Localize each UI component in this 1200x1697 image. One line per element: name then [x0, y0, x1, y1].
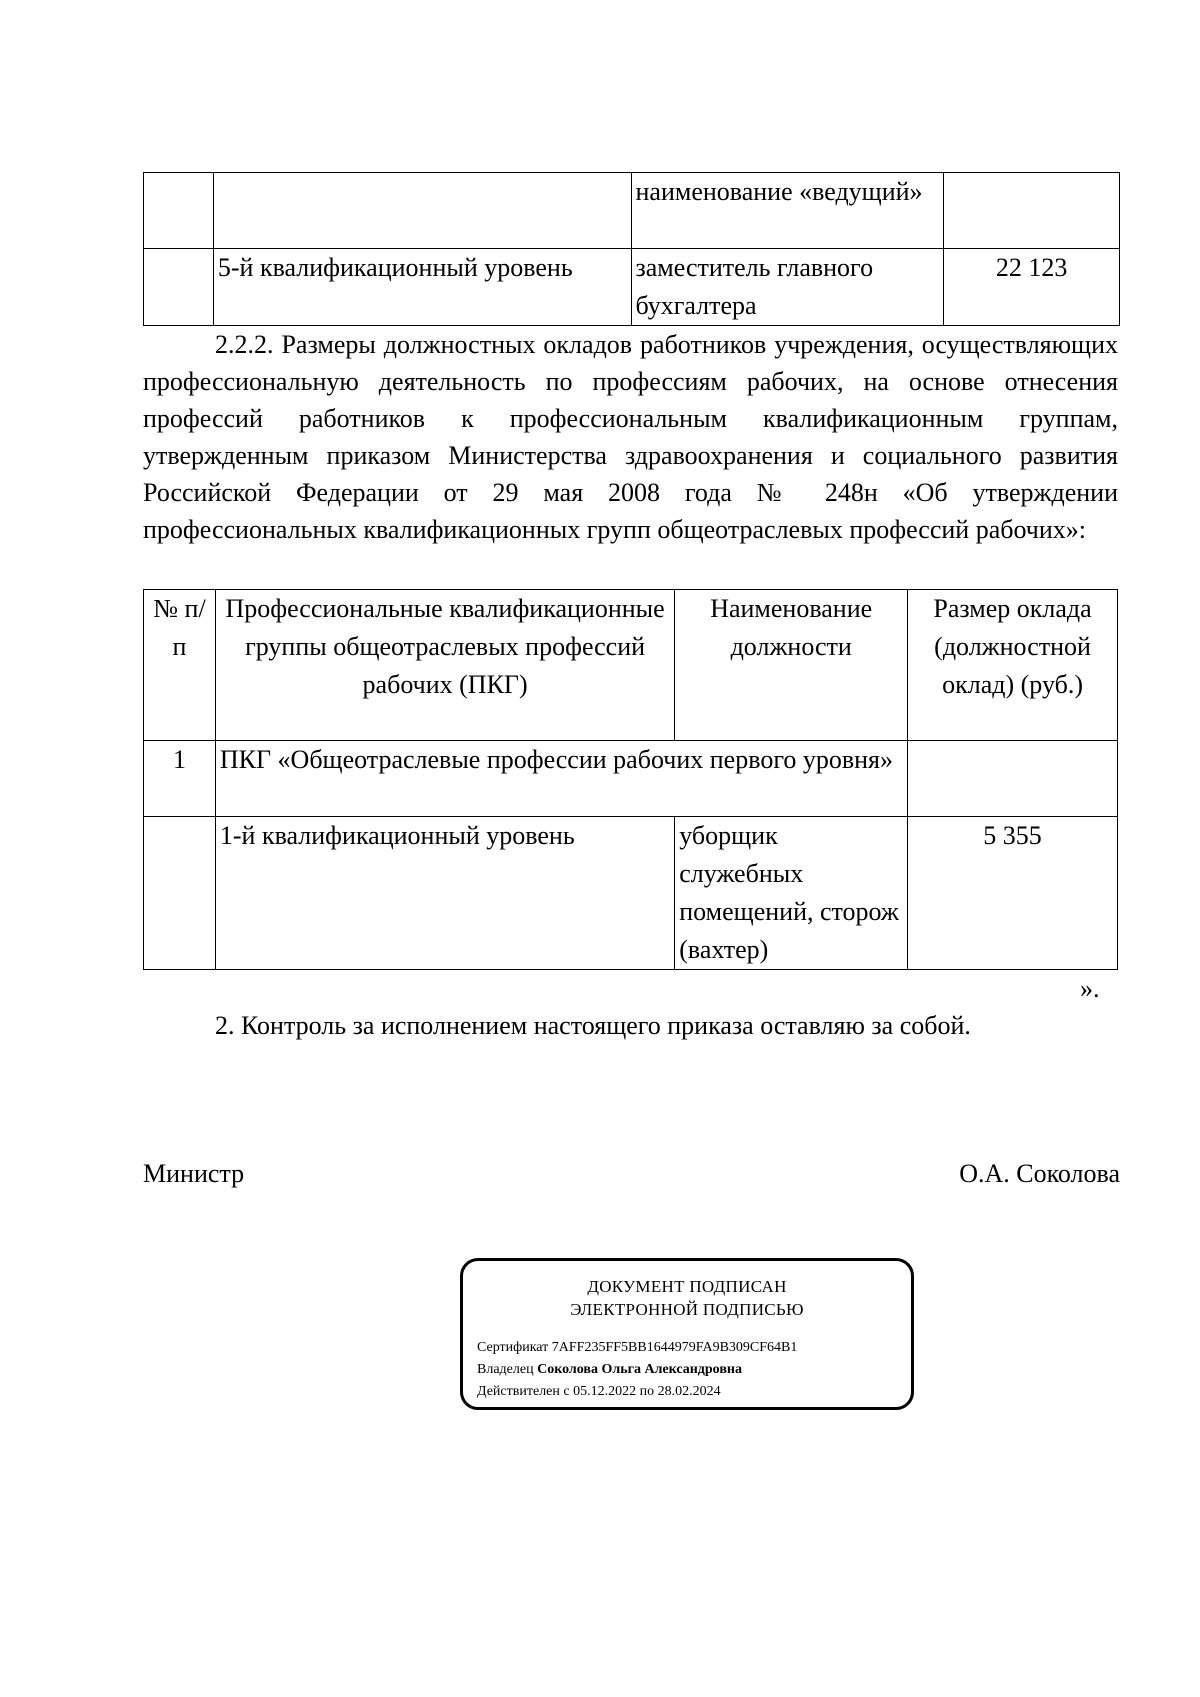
group-title-cell: ПКГ «Общеотраслевые профессии рабочих первого уровня» [215, 741, 907, 817]
validity-from: 05.12.2022 [573, 1384, 637, 1399]
validity-label: Действителен [477, 1384, 560, 1399]
salary-table-continued [143, 172, 1120, 326]
electronic-signature-stamp [460, 1258, 914, 1410]
salary-cell: 5 355 [908, 817, 1118, 970]
row-number-cell [144, 817, 216, 970]
qualification-level-cell [213, 173, 631, 249]
position-cell: уборщик служебных помещений, сторож (вахтер) [675, 817, 908, 970]
signatory-role: Министр [143, 1159, 245, 1188]
closing-quote: ». [1080, 974, 1100, 1003]
header-salary: Размер оклада (должностной оклад) (руб.) [908, 590, 1118, 741]
table-header-row [144, 590, 1118, 741]
workers-salary-table [143, 589, 1118, 970]
stamp-title-line: ЭЛЕКТРОННОЙ ПОДПИСЬЮ [570, 1300, 804, 1319]
validity-from-label: с [563, 1384, 570, 1399]
owner-value: Соколова Ольга Александровна [537, 1362, 742, 1377]
salary-cell [944, 173, 1120, 249]
owner-label: Владелец [477, 1362, 534, 1377]
table-row [144, 173, 1120, 249]
group-number-cell: 1 [144, 741, 216, 817]
qualification-level-cell: 1-й квалификационный уровень [215, 817, 674, 970]
stamp-details [477, 1337, 911, 1403]
certificate-label: Сертификат [477, 1340, 549, 1355]
table-group-row [144, 741, 1118, 817]
paragraph-2-2-2: 2.2.2. Размеры должностных окладов работников учреждения, осуществляющих профессиональную деятельность по профессиям рабочих, на основе отнесения профессий работников к профессиональным квалификационным группам, утвержденным приказом Министерства здравоохранения и социального развития Российской Федерации от 29 мая 2008 года № 248н «Об утверждении профессиональных квалификационных групп общеотраслевых профессий рабочих»: [143, 330, 1118, 544]
stamp-certificate-line [477, 1337, 911, 1359]
validity-to: 28.02.2024 [657, 1384, 721, 1399]
table-row [144, 249, 1120, 326]
certificate-value: 7AFF235FF5BB1644979FA9B309CF64B1 [551, 1340, 798, 1355]
header-group: Профессиональные квалификационные группы общеотраслевых профессий рабочих (ПКГ) [215, 590, 674, 741]
table-row [144, 817, 1118, 970]
control-clause: 2. Контроль за исполнением настоящего приказа оставляю за собой. [215, 1011, 971, 1040]
position-cell: заместитель главного бухгалтера [631, 249, 944, 326]
row-number-cell [144, 249, 214, 326]
stamp-validity-line [477, 1381, 911, 1403]
stamp-title [463, 1275, 911, 1321]
empty-salary-cell [908, 741, 1118, 817]
stamp-owner-line [477, 1359, 911, 1381]
row-number-cell [144, 173, 214, 249]
signatory-name: О.А. Соколова [959, 1159, 1120, 1188]
stamp-title-line: ДОКУМЕНТ ПОДПИСАН [587, 1277, 787, 1296]
header-number: № п/п [144, 590, 216, 741]
position-cell: наименование «ведущий» [631, 173, 944, 249]
salary-cell: 22 123 [944, 249, 1120, 326]
qualification-level-cell: 5-й квалификационный уровень [213, 249, 631, 326]
header-position: Наименование должности [675, 590, 908, 741]
validity-to-label: по [639, 1384, 655, 1399]
